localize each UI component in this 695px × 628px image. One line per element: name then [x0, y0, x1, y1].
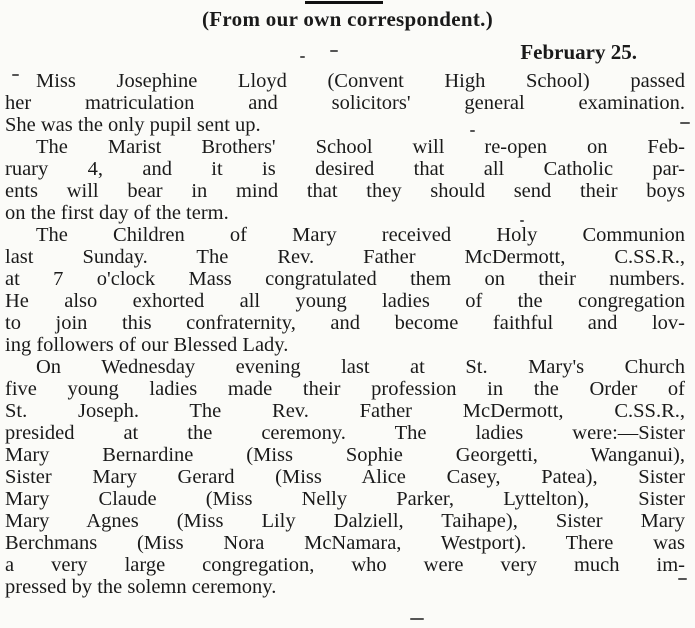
article-line: ents will bear in mind that they should send their boys — [5, 180, 685, 202]
top-rule — [305, 1, 383, 4]
article-line: She was the only pupil sent up. — [5, 114, 261, 136]
article-line: The Marist Brothers' School will re-open on Feb- — [36, 136, 685, 158]
article-line: The Children of Mary received Holy Communion — [36, 224, 685, 246]
article-line: Berchmans (Miss Nora McNamara, Westport). There was — [5, 532, 685, 554]
article-line: to join this confraternity, and become faithful and lov- — [5, 312, 685, 334]
article-line: presided at the ceremony. The ladies were:—Sister — [5, 422, 685, 444]
print-speck — [12, 74, 19, 76]
article-line: pressed by the solemn ceremony. — [5, 576, 277, 598]
article-line: Mary Agnes (Miss Lily Dalziell, Taihape), Sister Mary — [5, 510, 685, 532]
article-line: on the first day of the term. — [5, 202, 229, 224]
print-speck — [470, 130, 475, 132]
print-speck — [410, 618, 424, 620]
article-line: He also exhorted all young ladies of the congregation — [5, 290, 685, 312]
article-line: at 7 o'clock Mass congratulated them on their numbers. — [5, 268, 685, 290]
article-line: Miss Josephine Lloyd (Convent High School) passed — [36, 70, 685, 92]
print-speck — [300, 56, 305, 58]
article-line: St. Joseph. The Rev. Father McDermott, C.SS.R., — [5, 400, 685, 422]
print-speck — [680, 122, 690, 124]
dateline: February 25. — [520, 40, 637, 64]
article-body — [5, 70, 685, 598]
column-heading: (From our own correspondent.) — [201, 7, 494, 31]
print-speck — [678, 578, 687, 580]
article-line: last Sunday. The Rev. Father McDermott, C.SS.R., — [5, 246, 685, 268]
article-line: Mary Bernardine (Miss Sophie Georgetti, Wanganui), — [5, 444, 685, 466]
print-speck — [520, 220, 524, 222]
article-line: a very large congregation, who were very much im- — [5, 554, 685, 576]
article-line: Sister Mary Gerard (Miss Alice Casey, Patea), Sister — [5, 466, 685, 488]
article-line: her matriculation and solicitors' general examination. — [5, 92, 685, 114]
print-speck — [330, 50, 338, 52]
article-line: ruary 4, and it is desired that all Catholic par- — [5, 158, 685, 180]
article-line: On Wednesday evening last at St. Mary's Church — [36, 356, 685, 378]
article-line: five young ladies made their profession in the Order of — [5, 378, 685, 400]
article-line: ing followers of our Blessed Lady. — [5, 334, 289, 356]
article-line: Mary Claude (Miss Nelly Parker, Lyttelton), Sister — [5, 488, 685, 510]
